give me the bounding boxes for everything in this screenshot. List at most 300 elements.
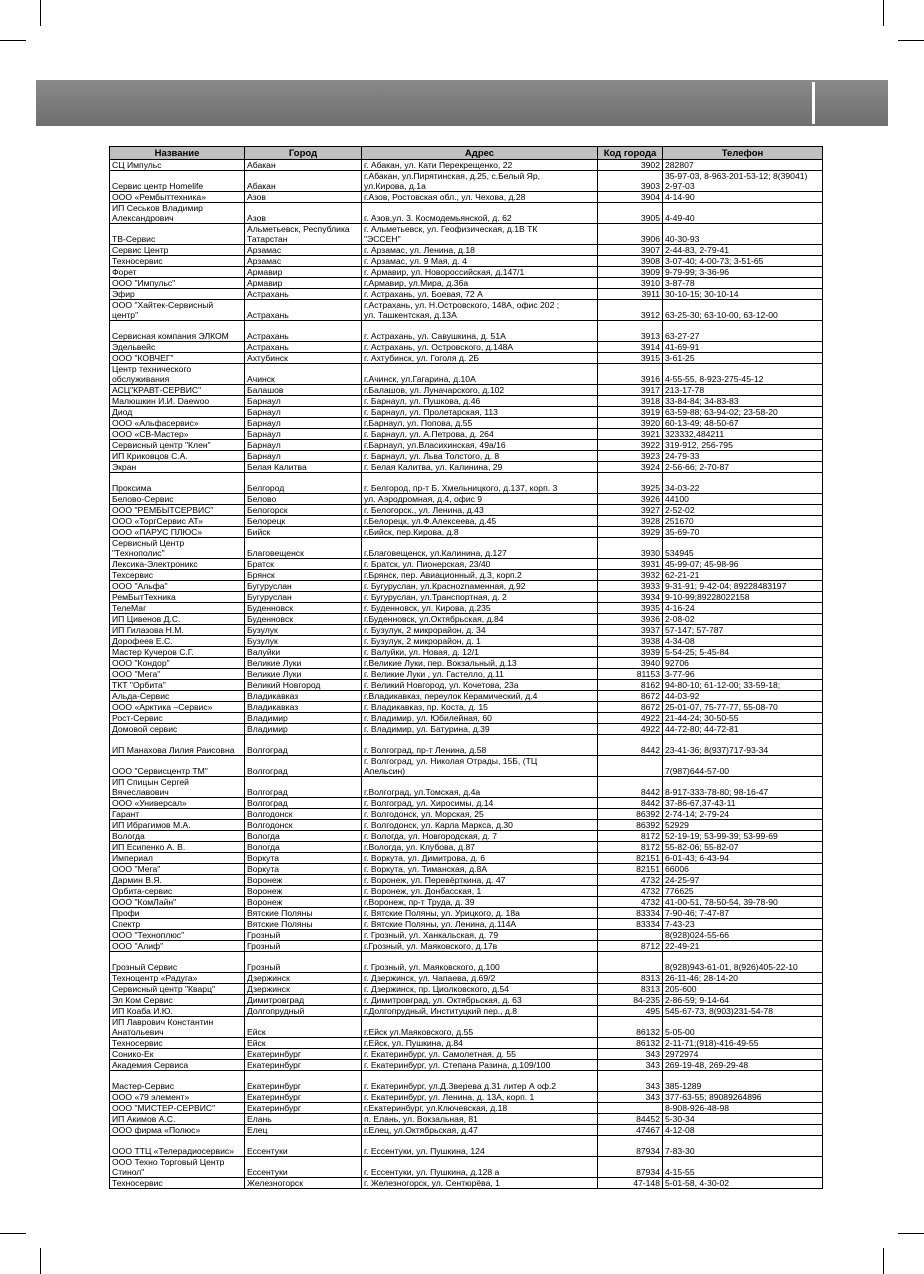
cell-city-code: 8172	[598, 831, 663, 842]
cell-city: Буденновск	[245, 614, 362, 625]
cell-city: Воронеж	[245, 886, 362, 897]
cell-address: г. Екатеринбург, ул. Самолетная, д. 55	[362, 1049, 598, 1060]
header-city: Город	[245, 147, 362, 160]
cell-city: Буденновск	[245, 603, 362, 614]
cell-city-code: 4732	[598, 875, 663, 886]
cell-address: г. Барнаул, ул. Пролетарская, 113	[362, 407, 598, 418]
cell-city: Ачинск	[245, 364, 362, 385]
cell-address: г. Астрахань, ул. Савушкина, д. 51А	[362, 321, 598, 342]
cell-name: ООО "Сервисцентр ТМ"	[110, 756, 245, 777]
cell-address: г.Барнаул, ул.Власихинская, 49а/16	[362, 440, 598, 451]
cell-city-code: 3917	[598, 385, 663, 396]
cell-name: ИП Гилазова Н.М.	[110, 625, 245, 636]
cell-name: ООО «Альфасервис»	[110, 418, 245, 429]
cell-address: г. Грозный, ул. Ханкальская, д. 79	[362, 930, 598, 941]
cell-city-code: 8442	[598, 735, 663, 756]
cell-phone: 44100	[663, 494, 823, 505]
cell-city-code: 3924	[598, 462, 663, 473]
cell-phone: 44-72-80; 44-72-81	[663, 724, 823, 735]
cell-city: Великие Луки	[245, 658, 362, 669]
cell-city: Екатеринбург	[245, 1049, 362, 1060]
cell-address: г.Бийск, пер.Кирова, д.8	[362, 527, 598, 538]
cell-city: Владимир	[245, 724, 362, 735]
cell-name: Мастер Кучеров С.Г.	[110, 647, 245, 658]
table-row	[110, 952, 823, 973]
table-row	[110, 897, 823, 908]
cell-phone: 213-17-78	[663, 385, 823, 396]
cell-name: Центр технического обслуживания	[110, 364, 245, 385]
cell-address: г.Ейск ул.Маяковского, д.55	[362, 1017, 598, 1038]
cell-name: Эдельвейс	[110, 342, 245, 353]
cell-city-code: 3916	[598, 364, 663, 385]
cell-city: Альметьевск, Республика Татарстан	[245, 224, 362, 245]
cell-phone: 2-08-02	[663, 614, 823, 625]
cell-city: Екатеринбург	[245, 1060, 362, 1071]
cell-name: Техносервис	[110, 1178, 245, 1189]
cell-city: Димитровград	[245, 995, 362, 1006]
cell-city-code: 8712	[598, 941, 663, 952]
cell-city: Барнаул	[245, 440, 362, 451]
cell-city-code: 8162	[598, 680, 663, 691]
cell-phone: 30-10-15; 30-10-14	[663, 289, 823, 300]
cell-phone: 319-912, 256-795	[663, 440, 823, 451]
cell-name: РемБытТехника	[110, 592, 245, 603]
cell-phone: 2-52-02	[663, 505, 823, 516]
table-row	[110, 494, 823, 505]
cell-name: Техсервис	[110, 570, 245, 581]
cell-city-code: 86392	[598, 820, 663, 831]
cell-city-code: 3928	[598, 516, 663, 527]
cell-address: г. Бугуруслан, ул.Транспортная, д. 2	[362, 592, 598, 603]
cell-phone: 776625	[663, 886, 823, 897]
cell-address: г. Азов,ул. 3. Космодемьянской, д. 62	[362, 203, 598, 224]
cell-phone: 2-86-59; 9-14-64	[663, 995, 823, 1006]
cell-city: Ахтубинск	[245, 353, 362, 364]
cell-phone: 7(987)644-57-00	[663, 756, 823, 777]
cell-phone: 3-61-25	[663, 353, 823, 364]
cell-name: ООО «Универсал»	[110, 798, 245, 809]
cell-name: ООО «79 элемент»	[110, 1092, 245, 1103]
table-row	[110, 1060, 823, 1071]
cell-city: Бузулук	[245, 625, 362, 636]
table-row	[110, 820, 823, 831]
cell-phone: 7-90-46; 7-47-87	[663, 908, 823, 919]
cell-phone: 6-01-43; 6-43-94	[663, 853, 823, 864]
cell-name: ИП Ибрагимов М.А.	[110, 820, 245, 831]
table-row	[110, 831, 823, 842]
cell-address: г. Ахтубинск, ул. Гоголя д. 2Б	[362, 353, 598, 364]
cell-city: Арзамас	[245, 245, 362, 256]
cell-city-code: 3933	[598, 581, 663, 592]
table-row	[110, 842, 823, 853]
cell-city-code	[598, 756, 663, 777]
cell-city: Великий Новгород	[245, 680, 362, 691]
crop-mark-tr-v	[883, 0, 884, 26]
table-row	[110, 614, 823, 625]
cell-address: г. Владимир, ул. Юбилейная, 60	[362, 713, 598, 724]
cell-name: Сонико-Ек	[110, 1049, 245, 1060]
table-row	[110, 691, 823, 702]
cell-city: Волгодонск	[245, 820, 362, 831]
cell-address: г. Грозный, ул. Маяковского, д.100	[362, 952, 598, 973]
cell-name: Сервис центр Homelife	[110, 171, 245, 192]
cell-city-code: 8313	[598, 984, 663, 995]
cell-address: г. Воронеж, ул. Донбасская, 1	[362, 886, 598, 897]
cell-phone: 4-49-40	[663, 203, 823, 224]
cell-address: г. Белгород, пр-т Б. Хмельницкого, д.137, корп. 3	[362, 473, 598, 494]
cell-phone: 534945	[663, 538, 823, 559]
cell-phone: 5-54-25; 5-45-84	[663, 647, 823, 658]
cell-name: Сервисный центр "Кварц"	[110, 984, 245, 995]
table-row	[110, 289, 823, 300]
cell-city-code: 3908	[598, 256, 663, 267]
table-row	[110, 930, 823, 941]
table-row	[110, 245, 823, 256]
cell-phone: 2-44-83, 2-79-41	[663, 245, 823, 256]
cell-name: ИП Коаба И.Ю.	[110, 1006, 245, 1017]
cell-phone: 63-59-88; 63-94-02; 23-58-20	[663, 407, 823, 418]
cell-address: г. Барнаул, ул. Пушкова, д.46	[362, 396, 598, 407]
table-row	[110, 647, 823, 658]
table-body	[110, 160, 823, 1189]
table-row	[110, 702, 823, 713]
cell-city-code: 82151	[598, 853, 663, 864]
cell-city: Бугуруслан	[245, 581, 362, 592]
cell-city: Волгоград	[245, 777, 362, 798]
cell-city-code: 3902	[598, 160, 663, 171]
table-row	[110, 919, 823, 930]
table-row	[110, 385, 823, 396]
cell-address: п. Елань, ул. Вокзальная, 81	[362, 1114, 598, 1125]
crop-mark-bl-v	[40, 1248, 41, 1274]
cell-city-code: 343	[598, 1071, 663, 1092]
table-row	[110, 407, 823, 418]
cell-city-code: 3930	[598, 538, 663, 559]
cell-city-code: 81153	[598, 669, 663, 680]
cell-name: ТелеМаг	[110, 603, 245, 614]
cell-city: Дзержинск	[245, 984, 362, 995]
cell-name: Гарант	[110, 809, 245, 820]
cell-city: Воронеж	[245, 875, 362, 886]
cell-name: ООО «Арктика –Сервис»	[110, 702, 245, 713]
cell-city-code: 3923	[598, 451, 663, 462]
cell-city-code: 86132	[598, 1017, 663, 1038]
cell-address: г. Абакан, ул. Кати Перекрещенко, 22	[362, 160, 598, 171]
cell-address: г. Армавир, ул. Новороссийская, д.147/1	[362, 267, 598, 278]
table-row	[110, 160, 823, 171]
cell-city-code: 3920	[598, 418, 663, 429]
table-row	[110, 1017, 823, 1038]
cell-address: г. Ессентуки, ул. Пушкина, 124	[362, 1136, 598, 1157]
cell-name: Эфир	[110, 289, 245, 300]
cell-phone: 5-30-34	[663, 1114, 823, 1125]
cell-name: ООО Техно Торговый Центр Стинол"	[110, 1157, 245, 1178]
cell-address: г. Белогорск., ул. Ленина, д.43	[362, 505, 598, 516]
cell-name: ООО "МИСТЕР-СЕРВИС"	[110, 1103, 245, 1114]
cell-name: Вологда	[110, 831, 245, 842]
cell-address: г.Грозный, ул. Маяковского, д.17в	[362, 941, 598, 952]
cell-name: Орбита-сервис	[110, 886, 245, 897]
cell-address: г. Альметьевск, ул. Геофизическая, д.1В ТК "ЭССЕН"	[362, 224, 598, 245]
cell-phone: 7-83-30	[663, 1136, 823, 1157]
cell-name: ИП Цивенов Д.С.	[110, 614, 245, 625]
crop-mark-tl-v	[40, 0, 41, 26]
cell-city: Ейск	[245, 1017, 362, 1038]
cell-phone: 57-147; 57-787	[663, 625, 823, 636]
cell-address: г.Белорецк, ул.Ф.Алексеева, д.45	[362, 516, 598, 527]
cell-address: г.Барнаул, ул. Попова, д.55	[362, 418, 598, 429]
service-centers-table	[109, 146, 823, 1189]
cell-phone: 4-12-08	[663, 1125, 823, 1136]
cell-city-code: 8672	[598, 702, 663, 713]
cell-address: г. Ессентуки, ул. Пушкина, д.128 а	[362, 1157, 598, 1178]
cell-city-code: 47467	[598, 1125, 663, 1136]
cell-name: Малюшкин И.И. Daewoo	[110, 396, 245, 407]
cell-city: Вятские Поляны	[245, 919, 362, 930]
cell-city: Балашов	[245, 385, 362, 396]
cell-city: Грозный	[245, 930, 362, 941]
table-row	[110, 1103, 823, 1114]
cell-city-code: 3915	[598, 353, 663, 364]
cell-city: Волгодонск	[245, 809, 362, 820]
cell-phone: 26-11-46; 28-14-20	[663, 973, 823, 984]
cell-city-code: 87934	[598, 1136, 663, 1157]
cell-city: Волгоград	[245, 756, 362, 777]
table-row	[110, 1136, 823, 1157]
cell-phone: 24-79-33	[663, 451, 823, 462]
cell-city-code: 3919	[598, 407, 663, 418]
cell-address: г.Абакан, ул.Пирятинская, д.25, с.Белый Яр, ул.Кирова, д.1а	[362, 171, 598, 192]
cell-city: Барнаул	[245, 451, 362, 462]
cell-address: г. Арзамас, ул. 9 Мая, д. 4	[362, 256, 598, 267]
table-row	[110, 853, 823, 864]
cell-name: Дорофеев Е.С.	[110, 636, 245, 647]
cell-phone: 323332,484211	[663, 429, 823, 440]
table-row	[110, 908, 823, 919]
cell-city: Владикавказ	[245, 691, 362, 702]
cell-address: г. Бузулук, 2 микрорайон, д. 34	[362, 625, 598, 636]
cell-name: Лексика-Электроникс	[110, 559, 245, 570]
cell-name: ТКТ "Орбита"	[110, 680, 245, 691]
cell-phone: 251670	[663, 516, 823, 527]
cell-phone: 9-10-99;89228022158	[663, 592, 823, 603]
cell-city-code: 3911	[598, 289, 663, 300]
cell-name: Профи	[110, 908, 245, 919]
cell-city-code: 3903	[598, 171, 663, 192]
cell-city: Белгород	[245, 473, 362, 494]
cell-city-code: 3905	[598, 203, 663, 224]
cell-city: Екатеринбург	[245, 1103, 362, 1114]
table-row	[110, 342, 823, 353]
cell-city-code: 83334	[598, 908, 663, 919]
cell-city: Белая Калитва	[245, 462, 362, 473]
cell-phone: 2972974	[663, 1049, 823, 1060]
table-row	[110, 224, 823, 245]
cell-address: г. Волгоград, пр-т Ленина, д.58	[362, 735, 598, 756]
cell-name: Сервис Центр	[110, 245, 245, 256]
cell-address: г. Вятские Поляны, ул. Ленина, д.114А	[362, 919, 598, 930]
cell-phone: 63-25-30; 63-10-00, 63-12-00	[663, 300, 823, 321]
table-row	[110, 300, 823, 321]
table-row	[110, 1006, 823, 1017]
cell-address: г.Воронеж, пр-т Труда, д. 39	[362, 897, 598, 908]
cell-phone: 21-44-24; 30-50-55	[663, 713, 823, 724]
cell-city: Абакан	[245, 171, 362, 192]
cell-city: Валуйки	[245, 647, 362, 658]
cell-address: г.Армавир, ул.Мира, д.36а	[362, 278, 598, 289]
cell-city: Абакан	[245, 160, 362, 171]
cell-city: Елань	[245, 1114, 362, 1125]
cell-city: Вологда	[245, 831, 362, 842]
cell-phone: 34-03-22	[663, 473, 823, 494]
cell-name: Техноцентр «Радуга»	[110, 973, 245, 984]
table-row	[110, 505, 823, 516]
cell-address: ул. Аэродромная, д.4, офис 9	[362, 494, 598, 505]
cell-city-code: 3931	[598, 559, 663, 570]
table-row	[110, 973, 823, 984]
cell-phone: 4-34-08	[663, 636, 823, 647]
cell-address: г. Буденновск, ул. Кирова, д.235	[362, 603, 598, 614]
cell-phone: 40-30-93	[663, 224, 823, 245]
cell-address: г. Вятские Поляны, ул. Урицкого, д. 18а	[362, 908, 598, 919]
cell-phone: 2-11-71;(918)-416-49-55	[663, 1038, 823, 1049]
cell-address: г.Астрахань, ул. Н.Островского, 148А, офис 202 ; ул. Ташкентская, д.13А	[362, 300, 598, 321]
cell-address: г. Волгоград, ул. Хиросимы, д.14	[362, 798, 598, 809]
cell-city: Грозный	[245, 941, 362, 952]
cell-city-code: 8313	[598, 973, 663, 984]
cell-phone: 377-63-55; 89089264896	[663, 1092, 823, 1103]
cell-phone: 23-41-36; 8(937)717-93-34	[663, 735, 823, 756]
table-row	[110, 192, 823, 203]
cell-address: г. Владимир, ул. Батурина, д.39	[362, 724, 598, 735]
cell-name: ООО "Хайтек-Сервисный центр"	[110, 300, 245, 321]
cell-city-code: 3909	[598, 267, 663, 278]
cell-phone: 5-01-58, 4-30-02	[663, 1178, 823, 1189]
cell-phone: 41-69-91	[663, 342, 823, 353]
cell-city: Ессентуки	[245, 1157, 362, 1178]
cell-city: Барнаул	[245, 418, 362, 429]
cell-name: ООО «Рембыттехника»	[110, 192, 245, 203]
cell-city-code: 3936	[598, 614, 663, 625]
cell-phone: 9-31-91; 9-42-04; 89228483197	[663, 581, 823, 592]
cell-name: Сервисная компания ЭЛКОМ	[110, 321, 245, 342]
cell-city-code: 82151	[598, 864, 663, 875]
table-row	[110, 886, 823, 897]
cell-address: г.Ейск, ул. Пушкина, д.84	[362, 1038, 598, 1049]
cell-city: Воркута	[245, 864, 362, 875]
cell-city: Волгоград	[245, 735, 362, 756]
cell-address: г.Екатеринбург, ул.Ключевская, д.18	[362, 1103, 598, 1114]
cell-address: г.Владикавказ, переулок Керамический, д.4	[362, 691, 598, 702]
cell-address: г. Бугуруслан, ул.Красноznаменная, д.92	[362, 581, 598, 592]
cell-city: Астрахань	[245, 321, 362, 342]
cell-city-code: 3912	[598, 300, 663, 321]
cell-city: Благовещенск	[245, 538, 362, 559]
cell-city: Бузулук	[245, 636, 362, 647]
cell-city: Вятские Поляны	[245, 908, 362, 919]
cell-phone: 22-49-21	[663, 941, 823, 952]
cell-address: г. Великие Луки , ул. Гастелло, д.11	[362, 669, 598, 680]
cell-city-code: 3935	[598, 603, 663, 614]
cell-address: г. Воркута, ул. Димитрова, д. 6	[362, 853, 598, 864]
cell-phone: 4-14-90	[663, 192, 823, 203]
cell-phone: 3-07-40; 4-00-73; 3-51-65	[663, 256, 823, 267]
cell-address: г.Азов, Ростовская обл., ул. Чехова, д.28	[362, 192, 598, 203]
cell-name: Диод	[110, 407, 245, 418]
cell-city: Великие Луки	[245, 669, 362, 680]
cell-phone: 4-55-55, 8-923-275-45-12	[663, 364, 823, 385]
crop-mark-tl-h	[0, 40, 26, 41]
table-row	[110, 203, 823, 224]
cell-address: г.Волгоград, ул.Томская, д.4а	[362, 777, 598, 798]
cell-name: ООО "Кондор"	[110, 658, 245, 669]
cell-phone: 3-87-78	[663, 278, 823, 289]
cell-name: ООО "Мега"	[110, 669, 245, 680]
table-row	[110, 1049, 823, 1060]
cell-name: ООО "РЕМБЫТСЕРВИС"	[110, 505, 245, 516]
cell-city: Воркута	[245, 853, 362, 864]
table-row	[110, 592, 823, 603]
cell-phone: 45-99-07; 45-98-96	[663, 559, 823, 570]
cell-address: г.Буденновск, ул.Октябрьская, д.84	[362, 614, 598, 625]
cell-city-code: 3937	[598, 625, 663, 636]
table-row	[110, 735, 823, 756]
cell-city-code: 3929	[598, 527, 663, 538]
table-row	[110, 636, 823, 647]
table-row	[110, 278, 823, 289]
cell-phone: 94-80-10; 61-12-00; 33-59-18;	[663, 680, 823, 691]
cell-address: г. Воркута, ул. Тиманская, д.8А	[362, 864, 598, 875]
table-row	[110, 756, 823, 777]
cell-city-code: 3938	[598, 636, 663, 647]
cell-name: Империал	[110, 853, 245, 864]
cell-address: г. Дзержинск, пр. Циолковского, д.54	[362, 984, 598, 995]
cell-name: Альда-Сервис	[110, 691, 245, 702]
cell-city-code	[598, 930, 663, 941]
cell-phone: 9-79-99; 3-36-96	[663, 267, 823, 278]
cell-address: г. Братск, ул. Пионерская, 23/40	[362, 559, 598, 570]
table-row	[110, 429, 823, 440]
table-row	[110, 798, 823, 809]
cell-city-code: 8442	[598, 798, 663, 809]
cell-city-code: 343	[598, 1049, 663, 1060]
cell-phone: 24-25-97	[663, 875, 823, 886]
cell-address: г. Волгоград, ул. Николая Отрады, 15Б, (ТЦ Апельсин)	[362, 756, 598, 777]
cell-phone: 8(928)024-55-66	[663, 930, 823, 941]
table-row	[110, 1092, 823, 1103]
cell-address: г.Вологда, ул. Клубова, д.87	[362, 842, 598, 853]
cell-address: г. Валуйки, ул. Новая, д. 12/1	[362, 647, 598, 658]
cell-city: Волгоград	[245, 798, 362, 809]
cell-address: г. Владикавказ, пр. Коста, д. 15	[362, 702, 598, 713]
cell-address: г.Великие Луки, пер. Вокзальный, д.13	[362, 658, 598, 669]
cell-address: г. Дзержинск, ул. Чапаева, д.69/2	[362, 973, 598, 984]
table-row	[110, 603, 823, 614]
table-row	[110, 364, 823, 385]
cell-city: Владимир	[245, 713, 362, 724]
cell-address: г. Астрахань, ул. Островского, д.148А	[362, 342, 598, 353]
header-phone: Телефон	[663, 147, 823, 160]
cell-city: Ессентуки	[245, 1136, 362, 1157]
cell-phone: 35-69-70	[663, 527, 823, 538]
cell-name: ООО "Мега"	[110, 864, 245, 875]
crop-mark-br-h	[898, 1233, 924, 1234]
cell-address: г. Белая Калитва, ул. Калинина, 29	[362, 462, 598, 473]
cell-address: г. Арзамас, ул. Ленина, д.18	[362, 245, 598, 256]
cell-address: г. Барнаул, ул. Льва Толстого, д. 8	[362, 451, 598, 462]
cell-city-code: 86132	[598, 1038, 663, 1049]
cell-city: Владикавказ	[245, 702, 362, 713]
